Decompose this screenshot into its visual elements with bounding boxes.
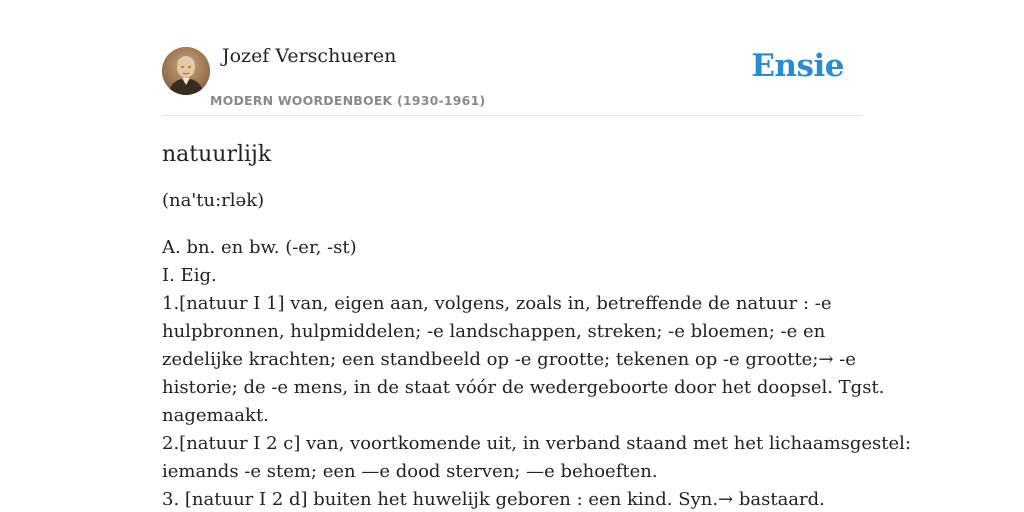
definition-line: 3. [natuur I 2 d] buiten het huwelijk geboren : een kind. Syn.→ bastaard. [162,489,825,510]
definition-line: hulpbronnen, hulpmiddelen; -e landschappen, streken; -e bloemen; -e en [162,321,826,342]
definition-line: historie; de -e mens, in de staat vóór de wedergeboorte door het doopsel. Tgst. [162,377,885,398]
book-title[interactable]: MODERN WOORDENBOEK (1930-1961) [210,93,486,108]
entry-content [162,136,912,512]
definition-line: iemands -e stem; een —e dood sterven; —e behoeften. [162,461,658,482]
author-portrait-icon [162,47,210,95]
author-avatar[interactable] [162,47,210,95]
entry-headword: natuurlijk [162,142,272,167]
definition-line: 2.[natuur I 2 c] van, voortkomende uit, in verband staand met het lichaamsgestel: [162,433,912,454]
definition-line: I. Eig. [162,265,217,286]
definition-line: zedelijke krachten; een standbeeld op -e grootte; tekenen op -e grootte;→ -e [162,349,856,370]
page-header [162,0,862,116]
entry-pronunciation: (na'tu:rlək) [162,190,265,211]
definition-line: A. bn. en bw. (-er, -st) [162,237,357,258]
entry-definition [162,234,912,512]
site-logo[interactable]: Ensie [751,48,844,84]
author-name[interactable]: Jozef Verschueren [222,45,397,67]
definition-line: nagemaakt. [162,405,269,426]
definition-line: 1.[natuur I 1] van, eigen aan, volgens, zoals in, betreffende de natuur : -e [162,293,832,314]
